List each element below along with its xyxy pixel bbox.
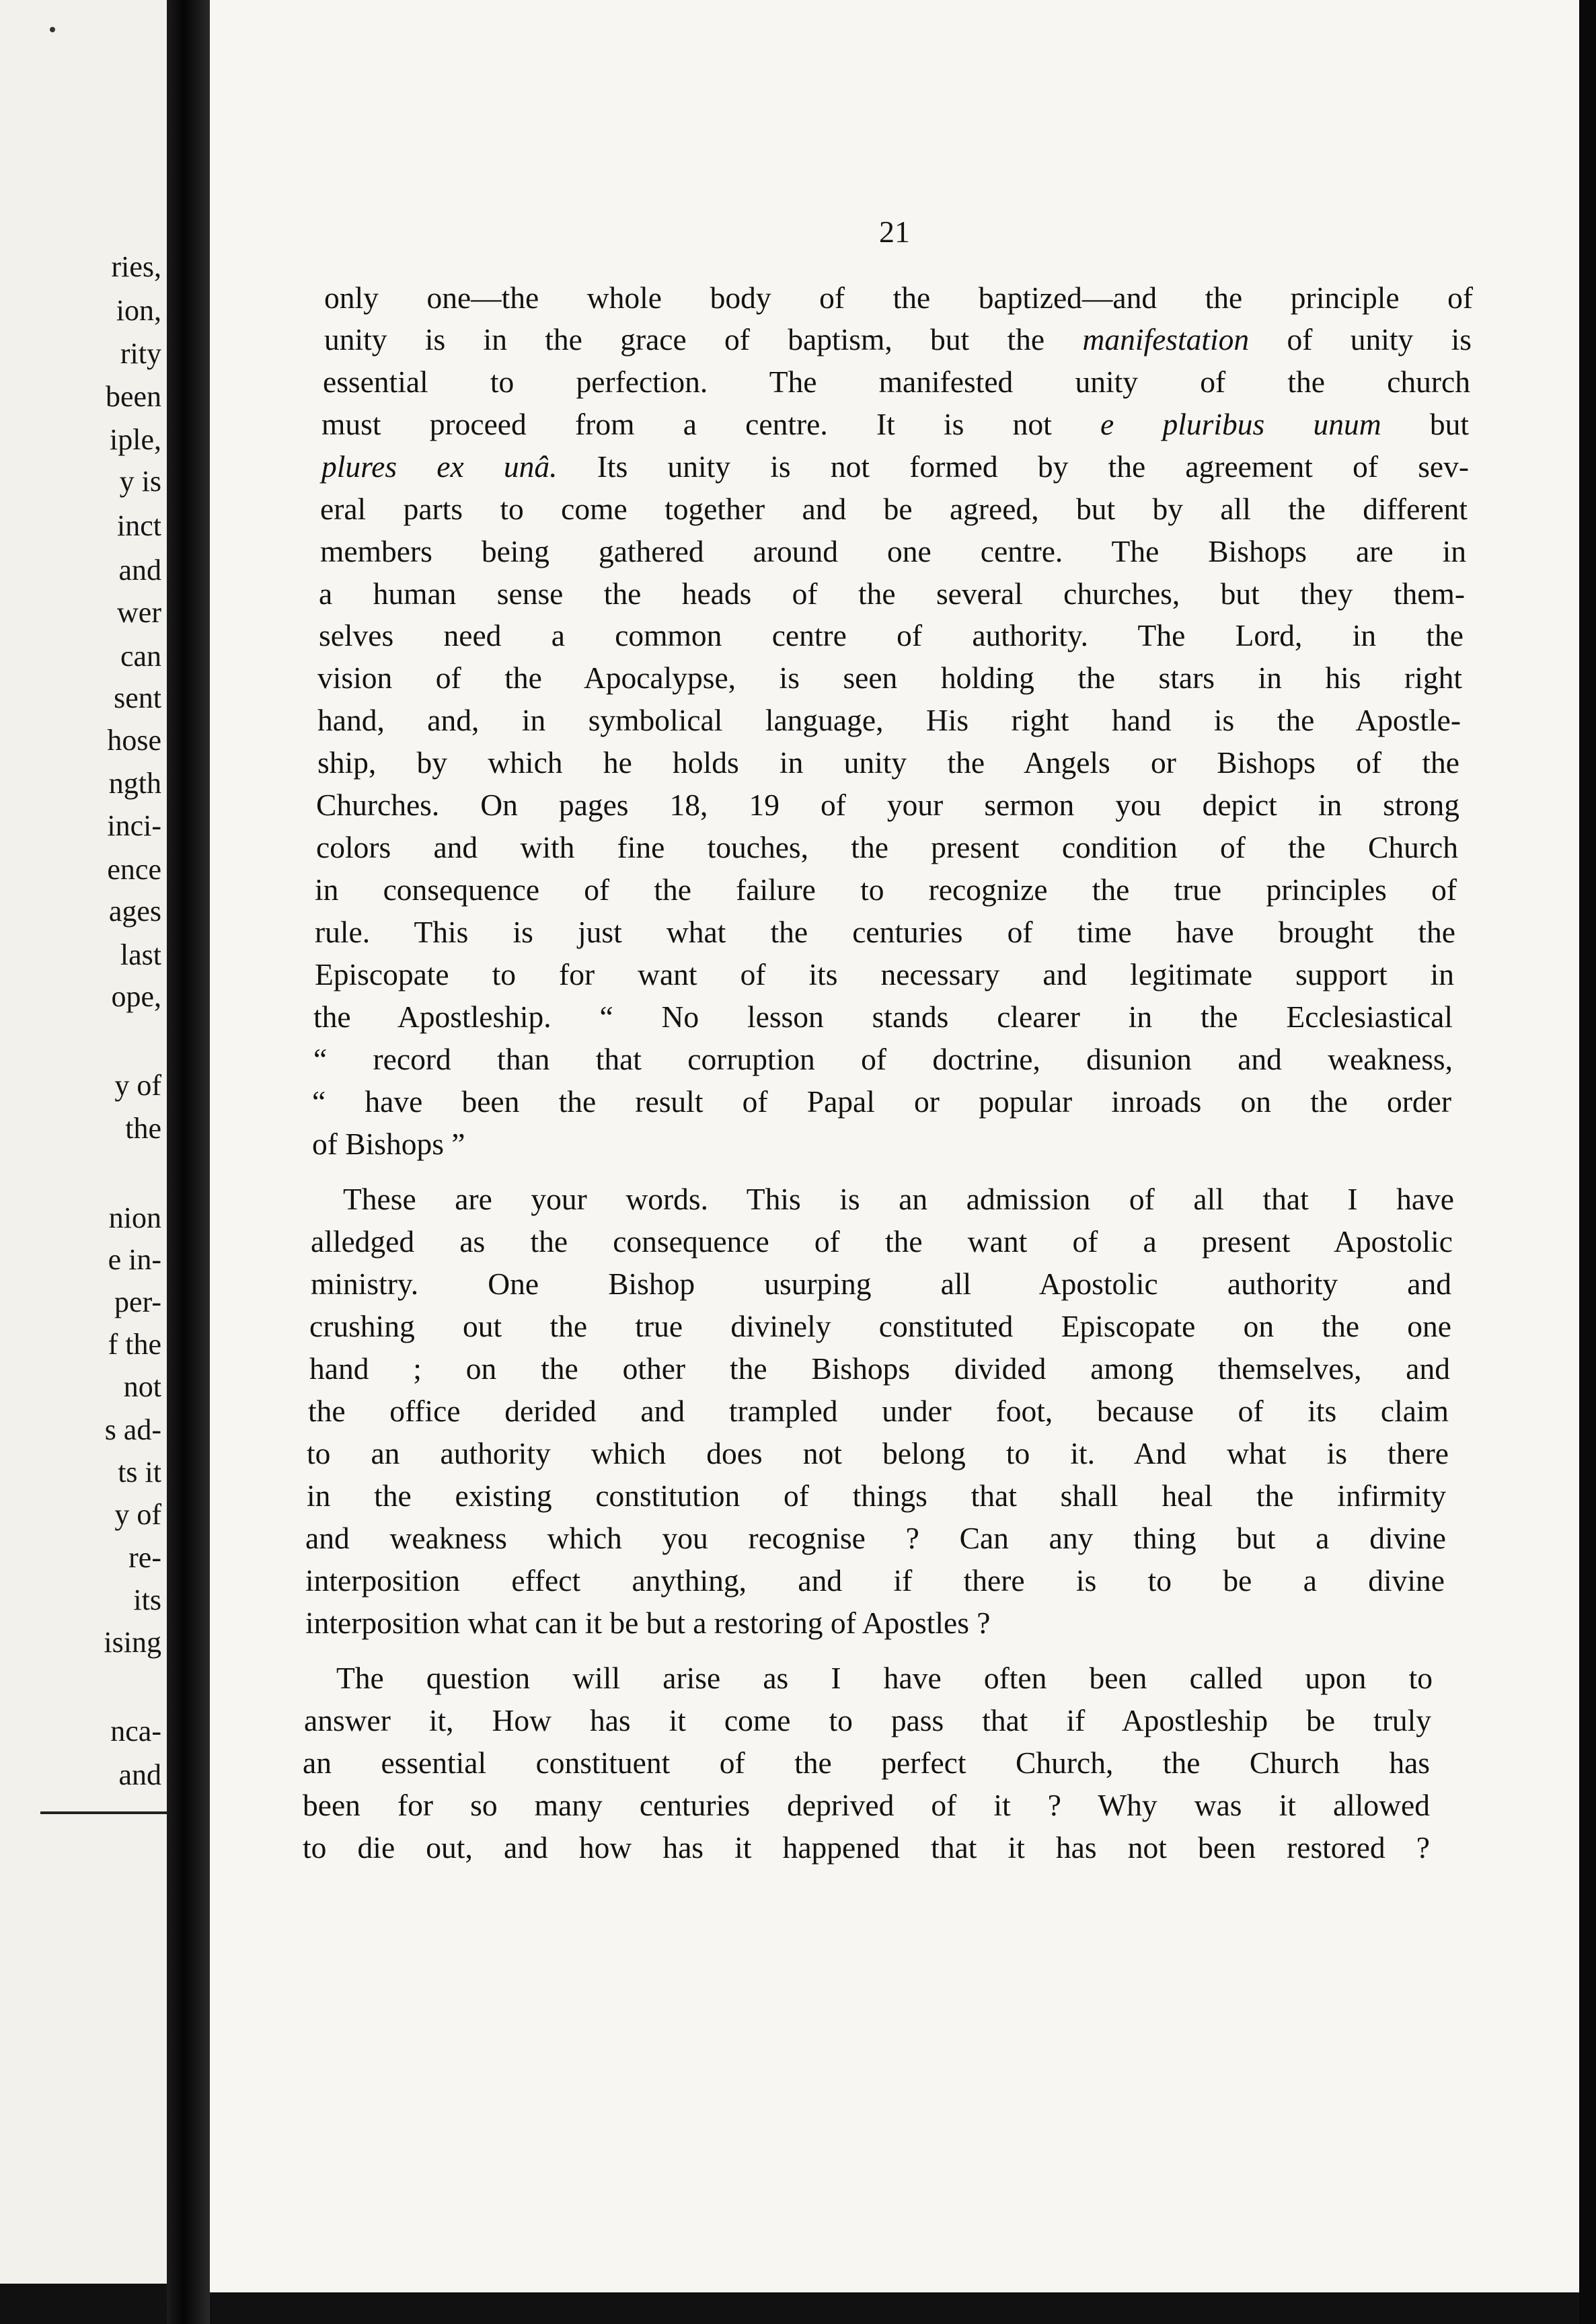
previous-page-fragment: can xyxy=(120,640,161,673)
previous-page-fragment: f the xyxy=(108,1328,161,1361)
text-line xyxy=(317,663,1462,694)
text-line xyxy=(319,578,1465,609)
text-line xyxy=(308,1396,1449,1427)
text-line xyxy=(336,1663,1433,1694)
previous-page-fragment: ngth xyxy=(108,767,161,800)
previous-page-fragment: e in- xyxy=(108,1243,161,1276)
text-run: hand ; on the other the Bishops divided among themselves, and xyxy=(309,1351,1450,1386)
previous-page-fragment: its xyxy=(133,1583,161,1616)
text-run: a human sense the heads of the several churches, but they them- xyxy=(319,576,1465,611)
previous-page-fragment: not xyxy=(123,1370,161,1403)
previous-page-fragment: ages xyxy=(108,895,161,928)
text-line xyxy=(323,367,1470,398)
scan-right-edge xyxy=(1579,0,1596,2324)
text-line xyxy=(307,1480,1446,1511)
text-run: Churches. On pages 18, 19 of your sermon you depict in strong xyxy=(316,788,1459,822)
previous-page-fragment: rity xyxy=(120,337,161,370)
text-run: crushing out the true divinely constituted Episcopate on the one xyxy=(309,1309,1451,1343)
text-line xyxy=(316,790,1459,821)
text-run: of Bishops ” xyxy=(312,1127,465,1161)
text-line xyxy=(319,620,1464,651)
previous-page-fragment: wer xyxy=(117,596,161,629)
previous-page-fragment: y of xyxy=(114,1069,161,1102)
book-page xyxy=(210,0,1579,2292)
text-line xyxy=(321,409,1469,440)
italic-text-run: e pluribus unum xyxy=(1100,407,1381,441)
text-line xyxy=(324,324,1472,355)
text-run: Its unity is not formed by the agreement of sev- xyxy=(557,449,1470,484)
book-gutter xyxy=(167,0,210,2324)
text-line xyxy=(311,1226,1453,1257)
text-run: The question will arise as I have often been called upon to xyxy=(336,1661,1433,1695)
text-line xyxy=(309,1311,1451,1342)
previous-page-rule xyxy=(40,1811,167,1814)
text-line xyxy=(320,494,1468,525)
text-run: ministry. One Bishop usurping all Apostolic authority and xyxy=(311,1267,1451,1301)
text-line xyxy=(315,874,1457,905)
text-run: must proceed from a centre. It is not xyxy=(321,407,1101,441)
text-run: vision of the Apocalypse, is seen holding the stars in his right xyxy=(317,661,1462,695)
previous-page-fragment: re- xyxy=(128,1541,161,1574)
page-number: 21 xyxy=(879,215,910,249)
previous-page-edge xyxy=(0,0,167,2284)
text-run: in the existing constitution of things that shall heal the infirmity xyxy=(307,1478,1446,1513)
text-line xyxy=(317,705,1461,736)
previous-page-fragment: nion xyxy=(108,1201,161,1234)
text-run: of unity is xyxy=(1249,322,1472,357)
text-run: been for so many centuries deprived of it ? Why was it allowed xyxy=(303,1788,1430,1822)
text-run: interposition effect anything, and if there is to be a divine xyxy=(305,1563,1445,1598)
italic-text-run: plures ex unâ. xyxy=(321,449,558,484)
previous-page-fragment: iple, xyxy=(110,423,161,456)
previous-page-fragment: and xyxy=(118,1758,161,1791)
text-run: an essential constituent of the perfect Church, the Church has xyxy=(303,1746,1430,1780)
text-run: Episcopate to for want of its necessary and legitimate support in xyxy=(315,957,1454,991)
previous-page-fragment: ising xyxy=(104,1626,161,1659)
ink-speck xyxy=(50,27,55,32)
previous-page-fragment: been xyxy=(105,380,161,413)
text-run: to an authority which does not belong to it. And what is there xyxy=(307,1436,1449,1470)
italic-text-run: manifestation xyxy=(1082,322,1250,357)
text-run: the Apostleship. “ No lesson stands clearer in the Ecclesiastical xyxy=(313,1000,1453,1034)
text-line xyxy=(313,1002,1453,1033)
previous-page-fragment: the xyxy=(125,1112,161,1145)
previous-page-fragment: hose xyxy=(107,724,161,757)
text-run: members being gathered around one centre. The Bishops are in xyxy=(320,534,1466,568)
previous-page-fragment: ion, xyxy=(116,294,161,327)
text-run: but xyxy=(1381,407,1470,441)
text-run: the office derided and trampled under foot, because of its claim xyxy=(308,1394,1449,1428)
text-line xyxy=(304,1705,1431,1736)
previous-page-fragment: y is xyxy=(119,465,161,498)
previous-page-fragment: ence xyxy=(107,853,161,886)
text-run: interposition what can it be but a restoring of Apostles ? xyxy=(305,1606,991,1640)
text-line xyxy=(305,1523,1446,1554)
text-run: in consequence of the failure to recognize the true principles of xyxy=(315,872,1457,907)
previous-page-fragment: per- xyxy=(114,1285,161,1318)
text-run: only one—the whole body of the baptized—and the principle of xyxy=(324,280,1473,315)
previous-page-fragment: ries, xyxy=(111,250,161,283)
text-run: to die out, and how has it happened that it has not been restored ? xyxy=(303,1830,1430,1865)
previous-page-fragment: nca- xyxy=(110,1715,161,1748)
text-line xyxy=(312,1086,1451,1117)
text-run: colors and with fine touches, the present condition of the Church xyxy=(316,830,1458,864)
text-line xyxy=(303,1832,1430,1863)
text-line xyxy=(311,1269,1451,1300)
text-run: These are your words. This is an admission of all that I have xyxy=(343,1182,1454,1216)
text-run: “ record than that corruption of doctrine, disunion and weakness, xyxy=(313,1042,1453,1076)
text-run: answer it, How has it come to pass that if Apostleship be truly xyxy=(304,1703,1431,1737)
text-run: essential to perfection. The manifested unity of the church xyxy=(323,365,1470,399)
text-line xyxy=(303,1748,1430,1778)
text-line xyxy=(320,536,1466,567)
text-line xyxy=(309,1353,1450,1384)
text-run: “ have been the result of Papal or popular inroads on the order xyxy=(312,1084,1451,1119)
text-line xyxy=(315,959,1454,990)
text-line xyxy=(307,1438,1449,1469)
text-run: unity is in the grace of baptism, but the xyxy=(324,322,1083,357)
previous-page-fragment: ope, xyxy=(111,980,161,1013)
previous-page-fragment: s ad- xyxy=(104,1413,161,1446)
text-line xyxy=(305,1565,1445,1596)
text-line xyxy=(321,451,1469,482)
previous-page-fragment: and xyxy=(118,554,161,587)
text-run: hand, and, in symbolical language, His right hand is the Apostle- xyxy=(317,703,1461,737)
text-line xyxy=(324,280,1473,315)
text-line xyxy=(343,1184,1454,1215)
text-line xyxy=(315,917,1455,948)
text-run: selves need a common centre of authority. The Lord, in the xyxy=(319,618,1464,652)
text-line xyxy=(303,1790,1430,1821)
text-line xyxy=(317,747,1459,778)
text-run: ship, by which he holds in unity the Angels or Bishops of the xyxy=(317,745,1459,780)
text-line xyxy=(312,1129,465,1160)
previous-page-fragment: last xyxy=(120,938,161,971)
previous-page-fragment: sent xyxy=(114,681,161,714)
previous-page-fragment: inct xyxy=(117,509,161,542)
text-run: rule. This is just what the centuries of time have brought the xyxy=(315,915,1455,949)
previous-page-fragment: ts it xyxy=(118,1456,161,1489)
text-line xyxy=(313,1044,1453,1075)
previous-page-fragment: y of xyxy=(114,1498,161,1531)
previous-page-fragment: inci- xyxy=(107,809,161,842)
text-line xyxy=(316,832,1458,863)
text-line xyxy=(305,1608,991,1639)
text-run: eral parts to come together and be agreed, but by all the different xyxy=(320,492,1468,526)
text-run: alledged as the consequence of the want of a present Apostolic xyxy=(311,1224,1453,1259)
text-run: and weakness which you recognise ? Can any thing but a divine xyxy=(305,1521,1446,1555)
